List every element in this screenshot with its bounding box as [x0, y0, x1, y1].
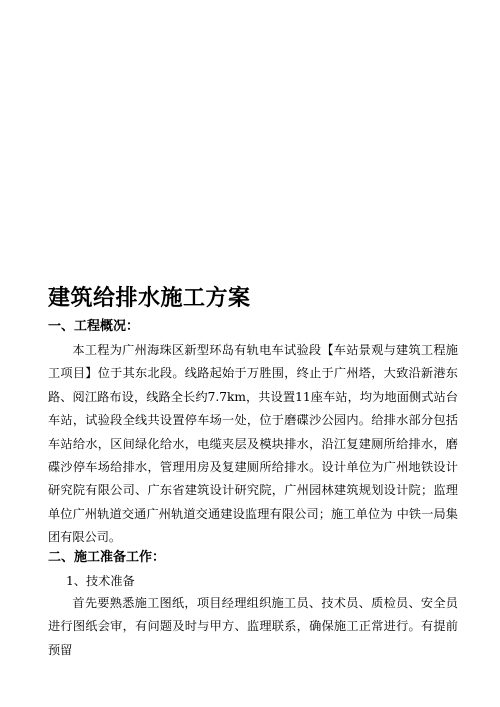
- technical-preparation-paragraph: 首先要熟悉施工图纸，项目经理组织施工员、技术员、质检员、安全员进行图纸会审，有问题及时与甲方、监理联系，确保施工正常进行。有提前预留: [48, 596, 458, 657]
- section-heading-overview: 一、工程概况：: [48, 319, 140, 334]
- document-title: 建筑给排水施工方案: [48, 285, 251, 311]
- subsection-heading-technical: 1、技术准备: [66, 574, 135, 588]
- overview-paragraph: 本工程为广州海珠区新型环岛有轨电车试验段【车站景观与建筑工程施工项目】位于其东北段。线路起始于万胜围，终止于广州塔，大致沿新港东路、阅江路布设，线路全长约7.7km，共设置11座车站，均为地面侧式站台车站，试验段全线共设置停车场一处，位于磨碟沙公园内。给排水部分包括车站给水，区间绿化给水，电缆夹层及模块排水，沿江复建厕所给排水，磨碟沙停车场给排水，管理用房及复建厕所给排水。设计单位为广州地铁设计研究院有限公司、广东省建筑设计研究院，广州园林建筑规划设计院；监理单位广州轨道交通广州轨道交通建设监理有限公司；施工单位为 中铁一局集团有限公司。: [48, 343, 458, 545]
- section-heading-preparation: 二、施工准备工作：: [48, 550, 166, 565]
